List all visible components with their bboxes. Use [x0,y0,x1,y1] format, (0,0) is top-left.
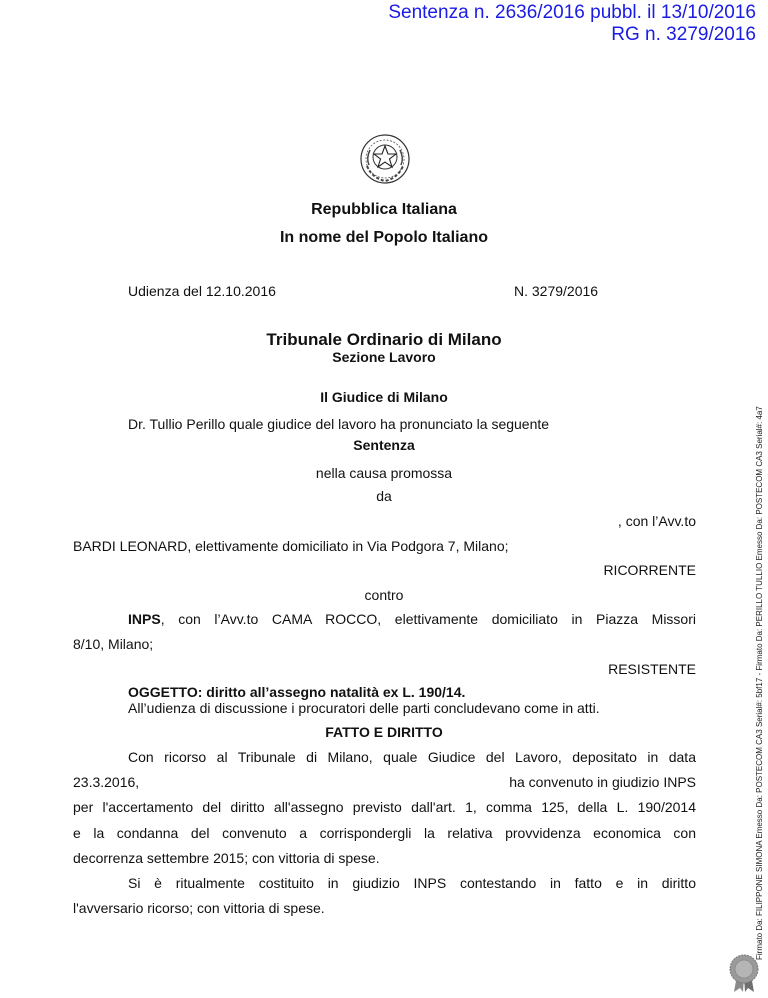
judge-heading: Il Giudice di Milano [320,389,448,405]
case-line: nella causa promossa [315,465,453,481]
registry-stamp: RG n. 3279/2016 [611,24,756,45]
inps-name: INPS [128,611,161,627]
certification-seal-icon [727,953,761,993]
facts-p1-line3: per l'accertamento del diritto all'assegno previsto dall'art. 1, comma 125, della L. 190/2014 [73,799,696,815]
lawyer-line-a: , con l’Avv.to [617,513,696,529]
role-ricorrente: RICORRENTE [603,562,696,578]
object-title: OGGETTO: diritto all’assegno natalità ex L. 190/14. [128,684,466,700]
publication-stamp: Sentenza n. 2636/2016 pubbl. il 13/10/2016 [388,2,756,23]
object-line: All’udienza di discussione i procuratori delle parti concludevano come in atti. [128,700,600,716]
court-name: Tribunale Ordinario di Milano [266,330,502,349]
facts-p1-line5: decorrenza settembre 2015; con vittoria di spese. [73,850,380,866]
italian-republic-emblem-icon [358,132,412,186]
hearing-date: Udienza del 12.10.2016 [128,283,276,299]
facts-p2-line1: Si è ritualmente costituito in giudizio INPS contestando in fatto e in diritto [128,875,696,891]
inps-line [128,611,696,627]
against-line: contro [364,587,404,603]
digital-signature-note: Firmato Da: FILIPPONE SIMONA Emesso Da: POSTECOM CA3 Serial#: 5bf17 - Firmato Da: PERILLO TULLIO Emesso Da: POSTECOM CA3 Serial#: 4a7 [755,406,764,960]
facts-p2-line2: l'avversario ricorso; con vittoria di spese. [73,900,325,916]
role-resistente: RESISTENTE [608,661,696,677]
court-section: Sezione Lavoro [332,349,436,365]
judge-line: Dr. Tullio Perillo quale giudice del lavoro ha pronunciato la seguente [128,416,550,432]
facts-p1-line1: Con ricorso al Tribunale di Milano, quale Giudice del Lavoro, depositato in data [128,749,696,765]
case-number: N. 3279/2016 [514,283,599,299]
facts-p1-date: 23.3.2016, [73,774,140,790]
sentence-heading: Sentenza [353,437,415,453]
inps-details: , con l’Avv.to CAMA ROCCO, elettivamente domiciliato in Piazza Missori [160,611,696,627]
from-line: da [376,488,392,504]
lawyer-line-b: BARDI LEONARD, elettivamente domiciliato in Via Podgora 7, Milano; [73,538,509,554]
inps-address-cont: 8/10, Milano; [73,636,154,652]
facts-p1-line4: e la condanna del convenuto a corrispondergli la relativa provvidenza economica con [73,825,696,841]
republic-heading: Repubblica Italiana [311,201,457,218]
facts-heading: FATTO E DIRITTO [325,724,443,740]
facts-p1-line2: ha convenuto in giudizio INPS [509,774,696,790]
people-heading: In nome del Popolo Italiano [279,229,488,246]
